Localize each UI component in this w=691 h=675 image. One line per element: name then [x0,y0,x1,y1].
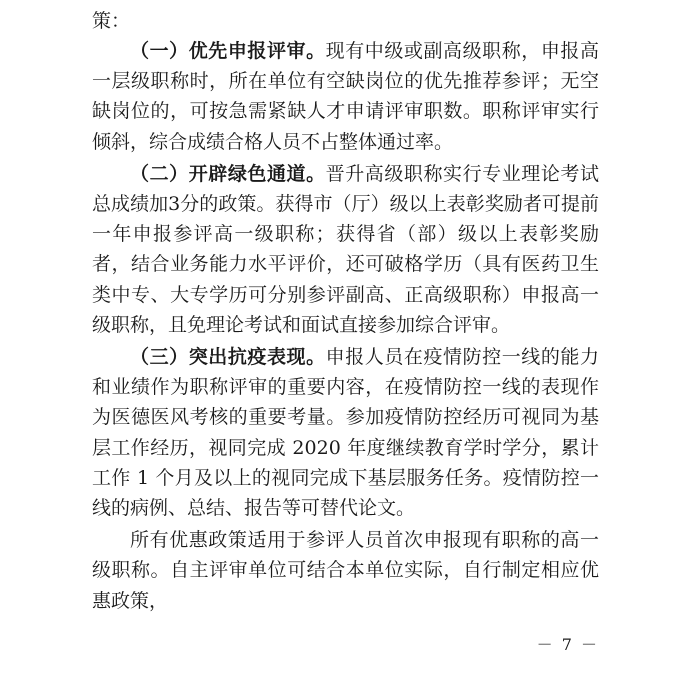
section-2 [92,159,599,340]
section-3-body: 申报人员在疫情防控一线的能力和业绩作为职称评审的重要内容，在疫情防控一线的表现作为医德医风考核的重要考量。参加疫情防控经历可视同为基层工作经历，视同完成 2020 年度继续教育学时学分，累计工作 1 个月及以上的视同完成下基层服务任务。疫情防控一线的病例、总结、报告等可替代论文。 [92,346,599,520]
page-number: － 7 － [536,635,599,654]
section-2-heading: （二）开辟绿色通道。 [130,162,326,185]
section-1-heading: （一）优先申报评审。 [130,40,326,62]
section-2-body: 晋升高级职称实行专业理论考试总成绩加3分的政策。获得市（厅）级以上表彰奖励者可提前一年申报参评高一级职称；获得省（部）级以上表彰奖励者，结合业务能力水平评价，还可破格学历（具有医药卫生类中专、大专学历可分别参评副高、正高级职称）申报高一级职称，且免理论考试和面试直接参加综合评审。 [92,162,599,336]
section-1-body: 现有中级或副高级职称，申报高一层级职称时，所在单位有空缺岗位的优先推荐参评；无空缺岗位的，可按急需紧缺人才申请评审职数。职称评审实行倾斜，综合成绩合格人员不占整体通过率。 [92,40,599,153]
section-1 [92,36,599,157]
section-3 [92,342,599,523]
section-3-heading: （三）突出抗疫表现。 [130,346,326,369]
continued-text: 策： [92,10,131,32]
closing-paragraph: 所有优惠政策适用于参评人员首次申报现有职称的高一级职称。自主评审单位可结合本单位实际，自行制定相应优惠政策， [92,529,599,612]
